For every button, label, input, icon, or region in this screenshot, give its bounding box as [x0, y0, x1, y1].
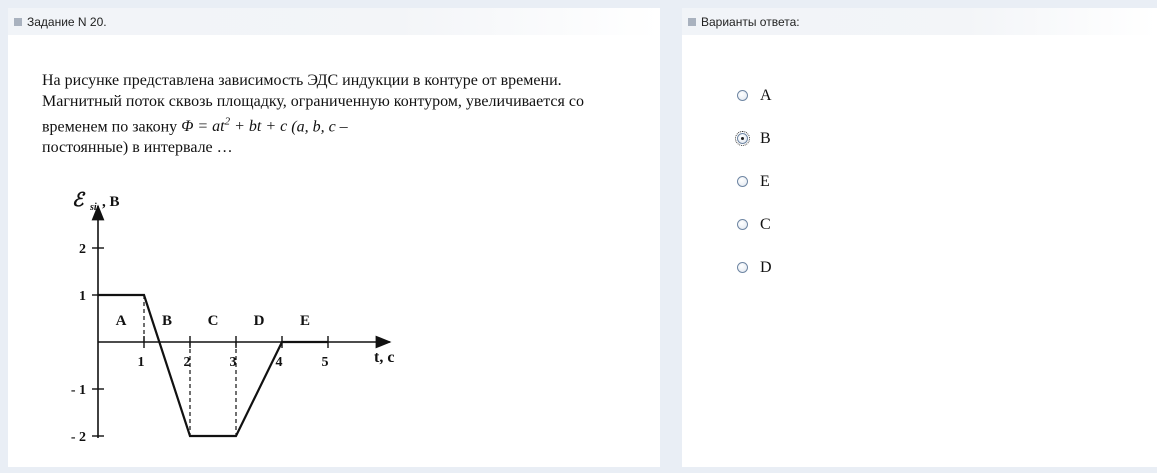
radio-button[interactable] — [737, 133, 748, 144]
x-tick-label: 3 — [229, 355, 237, 370]
region-label: B — [161, 313, 173, 329]
header-square-icon — [14, 18, 22, 26]
answer-label[interactable]: B — [760, 129, 771, 147]
x-tick-label: 2 — [183, 355, 191, 370]
flux-formula: $\Phi = at^2$ + bt + c — [181, 116, 288, 136]
radio-button[interactable] — [737, 262, 748, 273]
emf-graph-svg — [62, 178, 434, 468]
x-tick-label: 4 — [275, 355, 283, 370]
answer-label[interactable]: E — [760, 172, 770, 190]
question-panel-header — [8, 8, 660, 35]
y-tick-label: - 1 — [70, 383, 86, 398]
question-text-part1: На рисунке представлена зависимость ЭДС индукции в контуре от времени. Магнитный поток сквозь площадку, ограниченную контуром, увеличивается со временем по закону — [42, 72, 584, 136]
y-tick-label: - 2 — [70, 430, 86, 445]
header-square-icon — [688, 18, 696, 26]
radio-button[interactable] — [737, 90, 748, 101]
x-tick-label: 5 — [321, 355, 329, 370]
answers-list — [737, 74, 772, 289]
x-tick-label: 1 — [137, 355, 145, 370]
y-tick-label: 1 — [79, 289, 86, 304]
answer-option-d[interactable] — [737, 246, 772, 289]
radio-button[interactable] — [737, 176, 748, 187]
answers-panel — [682, 8, 1157, 467]
question-panel — [8, 8, 660, 467]
question-text — [42, 70, 622, 158]
answer-option-e[interactable] — [737, 160, 772, 203]
formula-params: (a, b, c – — [287, 118, 348, 136]
answers-panel-header — [682, 8, 1157, 35]
answer-label[interactable]: D — [760, 258, 772, 276]
y-axis-label-unit: , B — [102, 194, 120, 210]
x-axis-label: t, c — [374, 349, 395, 366]
region-label: D — [253, 313, 265, 329]
y-tick-label: 2 — [79, 242, 86, 257]
answer-label[interactable]: A — [760, 86, 772, 104]
radio-button[interactable] — [737, 219, 748, 230]
answer-option-b[interactable] — [737, 117, 772, 160]
answer-option-a[interactable] — [737, 74, 772, 117]
y-axis-label-sub: si — [90, 202, 97, 213]
emf-graph — [62, 178, 434, 468]
region-label: C — [207, 313, 219, 329]
answers-title: Варианты ответа: — [701, 14, 800, 29]
y-axis-label: ℰ — [72, 190, 84, 211]
question-text-part2: постоянные) в интервале … — [42, 139, 233, 157]
region-label: E — [299, 313, 311, 329]
answer-option-c[interactable] — [737, 203, 772, 246]
region-label: A — [115, 313, 127, 329]
answer-label[interactable]: C — [760, 215, 771, 233]
question-title: Задание N 20. — [27, 14, 107, 29]
